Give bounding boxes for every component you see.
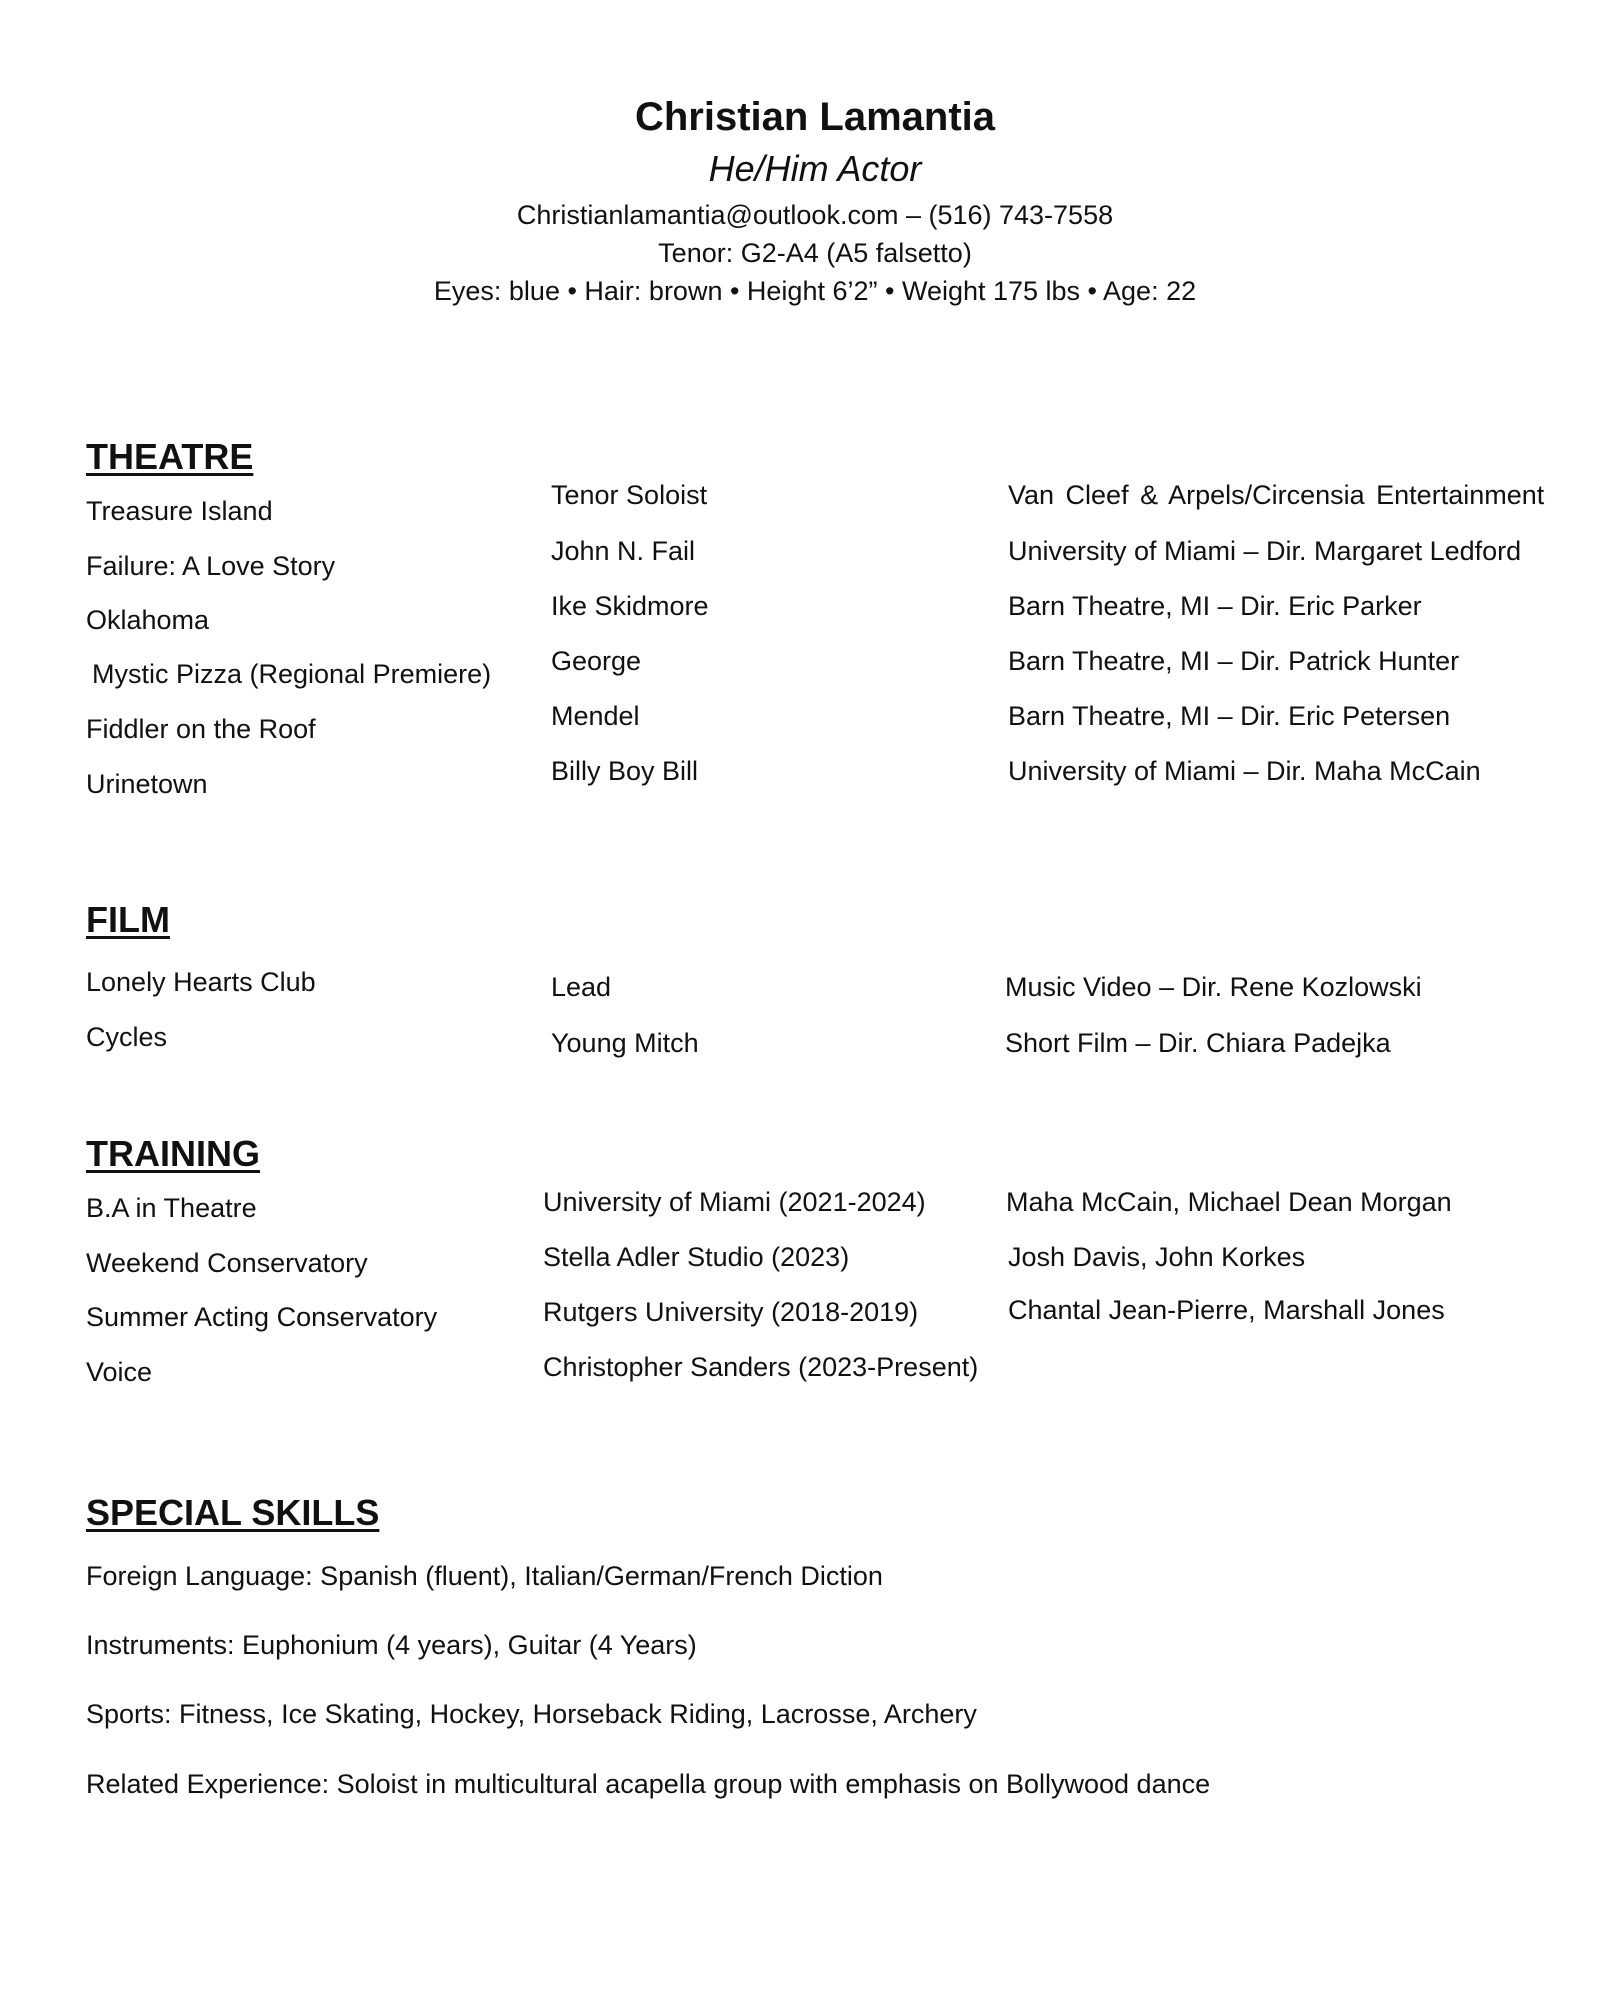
theatre-role: Ike Skidmore: [551, 591, 709, 621]
skills-heading: SPECIAL SKILLS: [86, 1492, 380, 1533]
training-school: Christopher Sanders (2023-Present): [543, 1352, 979, 1382]
training-school: Stella Adler Studio (2023): [543, 1242, 850, 1272]
training-heading: TRAINING: [86, 1133, 260, 1174]
training-school: Rutgers University (2018-2019): [543, 1297, 919, 1327]
theatre-role: Tenor Soloist: [551, 480, 708, 510]
resume-header: [0, 92, 1600, 310]
theatre-company: University of Miami – Dir. Maha McCain: [1008, 756, 1481, 786]
theatre-company: Barn Theatre, MI – Dir. Patrick Hunter: [1008, 646, 1460, 676]
theatre-title: Mystic Pizza (Regional Premiere): [92, 659, 492, 689]
theatre-title: Failure: A Love Story: [86, 551, 336, 581]
film-company: Music Video – Dir. Rene Kozlowski: [1005, 972, 1422, 1002]
theatre-heading: THEATRE: [86, 436, 254, 477]
skill-item: Sports: Fitness, Ice Skating, Hockey, Horseback Riding, Lacrosse, Archery: [86, 1699, 977, 1729]
pronouns-line: He/Him Actor: [708, 148, 922, 189]
theatre-company: University of Miami – Dir. Margaret Ledford: [1008, 536, 1522, 566]
theatre-title: Fiddler on the Roof: [86, 714, 316, 744]
theatre-title: Urinetown: [86, 769, 208, 799]
theatre-company: Barn Theatre, MI – Dir. Eric Parker: [1008, 591, 1422, 621]
skill-item: Foreign Language: Spanish (fluent), Italian/German/French Diction: [86, 1561, 883, 1591]
theatre-role: Billy Boy Bill: [551, 756, 699, 786]
training-program: Weekend Conservatory: [86, 1248, 368, 1278]
film-title: Lonely Hearts Club: [86, 967, 316, 997]
film-company: Short Film – Dir. Chiara Padejka: [1005, 1028, 1391, 1058]
contact-line: Christianlamantia@outlook.com – (516) 743-7558: [516, 200, 1114, 230]
physical-stats: Eyes: blue • Hair: brown • Height 6’2” • Weight 175 lbs • Age: 22: [433, 276, 1197, 306]
film-title: Cycles: [86, 1022, 168, 1052]
theatre-company: Van Cleef & Arpels/Circensia Entertainment: [1008, 480, 1545, 510]
training-program: Summer Acting Conservatory: [86, 1302, 438, 1332]
film-heading: FILM: [86, 899, 170, 940]
theatre-role: John N. Fail: [551, 536, 696, 566]
training-teachers: Josh Davis, John Korkes: [1008, 1242, 1306, 1272]
training-teachers: Maha McCain, Michael Dean Morgan: [1006, 1187, 1452, 1217]
theatre-title: Oklahoma: [86, 605, 210, 635]
training-teachers: Chantal Jean-Pierre, Marshall Jones: [1008, 1295, 1445, 1325]
theatre-role: George: [551, 646, 642, 676]
theatre-role: Mendel: [551, 701, 640, 731]
training-program: B.A in Theatre: [86, 1193, 257, 1223]
film-role: Lead: [551, 972, 612, 1002]
theatre-company: Barn Theatre, MI – Dir. Eric Petersen: [1008, 701, 1451, 731]
skill-item: Related Experience: Soloist in multicultural acapella group with emphasis on Bollywood dance: [86, 1769, 1211, 1799]
theatre-title: Treasure Island: [86, 496, 273, 526]
training-program: Voice: [86, 1357, 153, 1387]
training-school: University of Miami (2021-2024): [543, 1187, 926, 1217]
film-role: Young Mitch: [551, 1028, 699, 1058]
actor-name: Christian Lamantia: [634, 95, 996, 139]
skill-item: Instruments: Euphonium (4 years), Guitar (4 Years): [86, 1630, 697, 1660]
voice-range: Tenor: G2-A4 (A5 falsetto): [658, 238, 972, 268]
